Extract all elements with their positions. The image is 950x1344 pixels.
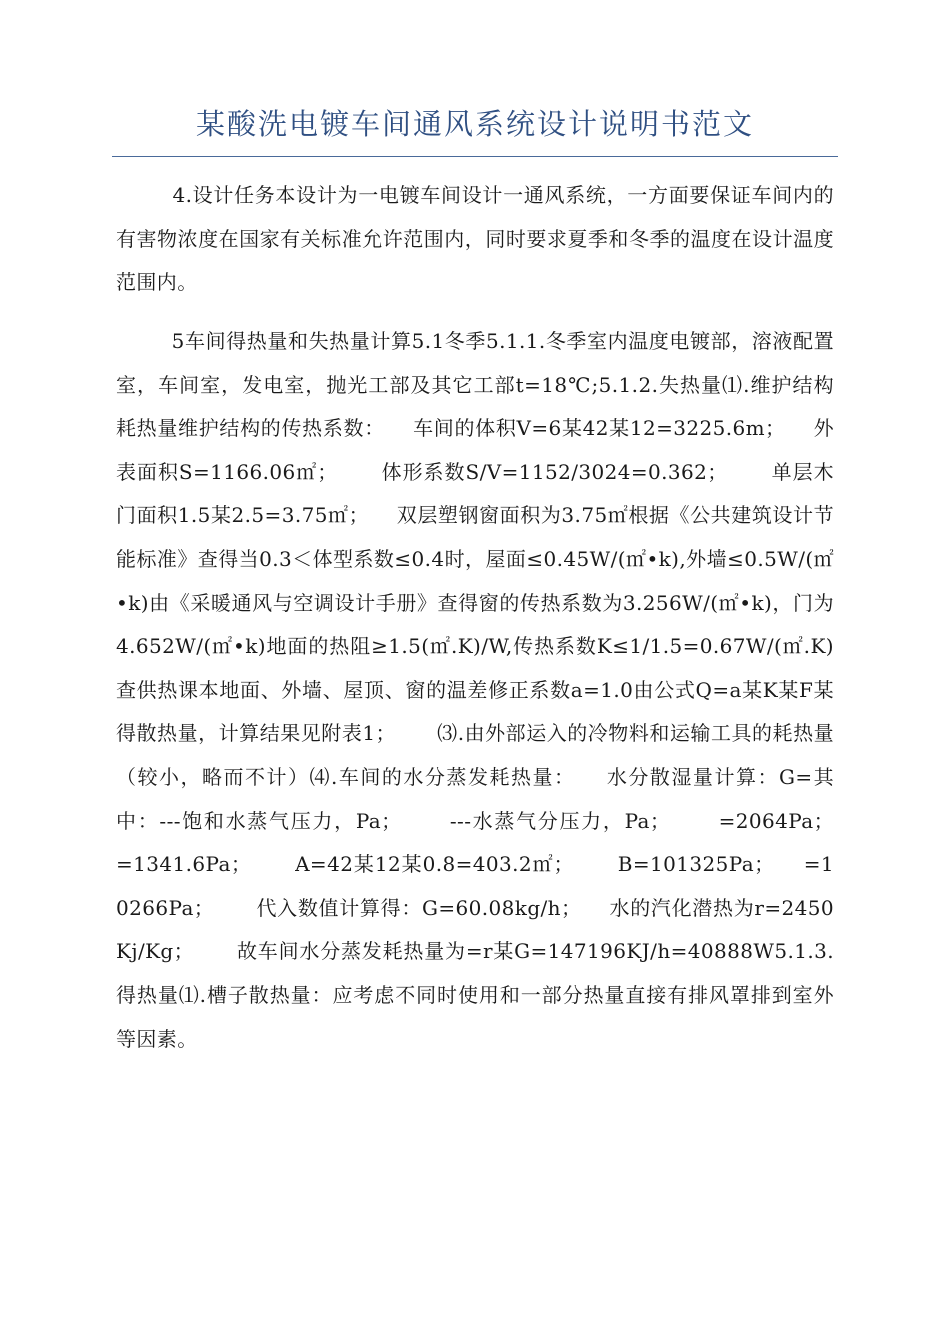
paragraph-design-task: 4.设计任务本设计为一电镀车间设计一通风系统，一方面要保证车间内的有害物浓度在国家有关标准允许范围内，同时要求夏季和冬季的温度在设计温度范围内。: [116, 183, 834, 295]
document-title: 某酸洗电镀车间通风系统设计说明书范文: [195, 107, 754, 141]
paragraph-heat-calculation: 5车间得热量和失热量计算5.1冬季5.1.1.冬季室内温度电镀部，溶液配置室，车间室，发电室，抛光工部及其它工部t=18℃;5.1.2.失热量⑴.维护结构耗热量维护结构的传热系数： 车间的体积V=6某42某12=3225.6m； 外表面积S=1166.06㎡； 体形系数S/V=1152/3024=0.362； 单层木门面积1.5某2.5=3.75㎡； 双层塑钢窗面积为3.75㎡根据《公共建筑设计节能标准》查得当0.3＜体型系数≤0.4时，屋面≤0.45W/(㎡•k),外墙≤0.5W/(㎡•k)由《采暖通风与空调设计手册》查得窗的传热系数为3.256W/(㎡•k)，门为4.652W/(㎡•k)地面的热阻≥1.5(㎡.K)/W,传热系数K≤1/1.5=0.67W/(㎡.K)查供热课本地面、外墙、屋顶、窗的温差修正系数a=1.0由公式Q=a某K某F某得散热量，计算结果见附表1； ⑶.由外部运入的冷物料和运输工具的耗热量（较小，略而不计）⑷.车间的水分蒸发耗热量： 水分散湿量计算：G=其中：---饱和水蒸气压力，Pa； ---水蒸气分压力，Pa； =2064Pa； =1341.6Pa； A=42某12某0.8=403.2㎡； B=101325Pa； =10266Pa； 代入数值计算得：G=60.08kg/h； 水的汽化潜热为r=2450Kj/Kg； 故车间水分蒸发耗热量为=r某G=147196KJ/h=40888W5.1.3.得热量⑴.槽子散热量：应考虑不同时使用和一部分热量直接有排风罩排到室外等因素。: [116, 329, 862, 1051]
title-divider: [112, 156, 838, 157]
